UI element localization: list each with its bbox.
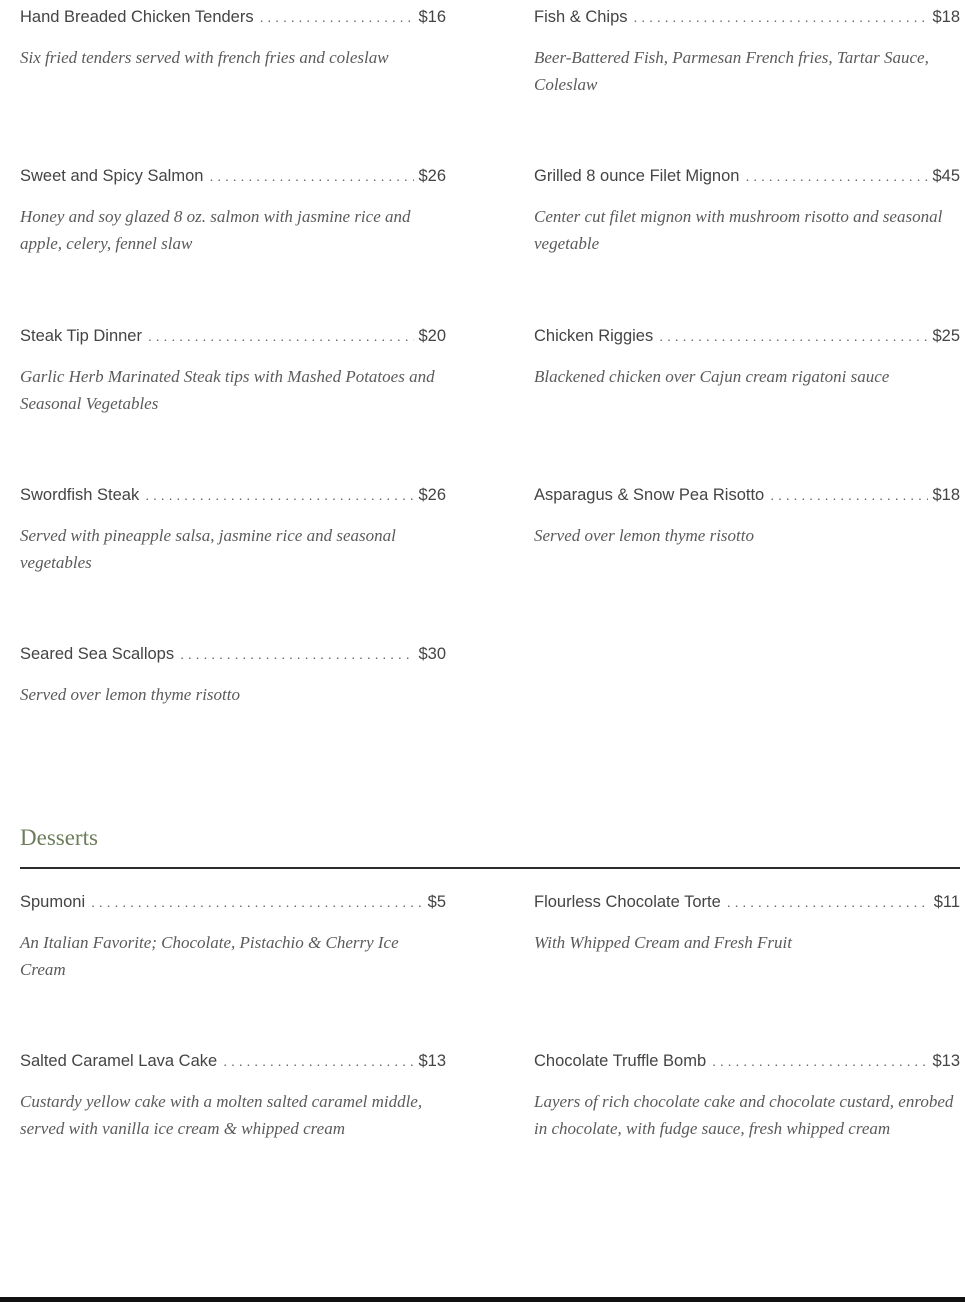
item-price: $45 xyxy=(932,167,960,185)
item-description: Center cut filet mignon with mushroom risotto and seasonal vegetable xyxy=(534,207,943,253)
dot-leader xyxy=(148,326,414,346)
menu-item xyxy=(534,892,960,956)
item-name: Spumoni xyxy=(20,893,86,911)
item-name: Asparagus & Snow Pea Risotto xyxy=(534,486,765,504)
menu-item xyxy=(534,166,960,257)
item-price: $18 xyxy=(932,486,960,504)
item-description: Six fried tenders served with french fries and coleslaw xyxy=(20,48,389,67)
dot-leader xyxy=(727,892,930,912)
item-description: Served with pineapple salsa, jasmine rice and seasonal vegetables xyxy=(20,526,396,572)
item-name: Grilled 8 ounce Filet Mignon xyxy=(534,167,740,185)
item-price: $13 xyxy=(932,1052,960,1070)
item-price: $26 xyxy=(418,167,446,185)
item-price: $5 xyxy=(427,893,446,911)
dot-leader xyxy=(91,892,424,912)
item-price: $13 xyxy=(418,1052,446,1070)
menu-item-header xyxy=(534,7,960,27)
item-price: $18 xyxy=(932,8,960,26)
item-description: Garlic Herb Marinated Steak tips with Mashed Potatoes and Seasonal Vegetables xyxy=(20,367,435,413)
item-name: Steak Tip Dinner xyxy=(20,327,142,345)
item-price: $25 xyxy=(932,327,960,345)
menu-item xyxy=(534,326,960,390)
item-name: Fish & Chips xyxy=(534,8,628,26)
menu-item xyxy=(20,644,446,708)
dot-leader xyxy=(260,7,415,27)
item-name: Sweet and Spicy Salmon xyxy=(20,167,204,185)
dot-leader xyxy=(634,7,929,27)
dot-leader xyxy=(180,644,414,664)
dot-leader xyxy=(712,1051,928,1071)
item-price: $16 xyxy=(418,8,446,26)
item-name: Chocolate Truffle Bomb xyxy=(534,1052,707,1070)
item-description: Served over lemon thyme risotto xyxy=(20,685,240,704)
dot-leader xyxy=(223,1051,414,1071)
item-name: Flourless Chocolate Torte xyxy=(534,893,721,911)
dot-leader xyxy=(770,485,928,505)
item-name: Hand Breaded Chicken Tenders xyxy=(20,8,254,26)
menu-item-header xyxy=(534,1051,960,1071)
menu-item-header xyxy=(20,892,446,912)
section-title-desserts: Desserts xyxy=(20,825,98,850)
item-description: Layers of rich chocolate cake and chocolate custard, enrobed in chocolate, with fudge sauce, fresh whipped cream xyxy=(534,1092,954,1138)
item-description: With Whipped Cream and Fresh Fruit xyxy=(534,933,792,952)
menu-item xyxy=(20,166,446,257)
item-price: $20 xyxy=(418,327,446,345)
dot-leader xyxy=(745,166,928,186)
item-description: An Italian Favorite; Chocolate, Pistachio & Cherry Ice Cream xyxy=(20,933,399,979)
menu-item-header xyxy=(534,166,960,186)
menu-item xyxy=(534,1051,960,1142)
menu-item-header xyxy=(20,1051,446,1071)
menu-item-header xyxy=(534,485,960,505)
dot-leader xyxy=(145,485,414,505)
menu-item-header xyxy=(20,166,446,186)
item-description: Served over lemon thyme risotto xyxy=(534,526,754,545)
menu-item-header xyxy=(20,326,446,346)
item-price: $11 xyxy=(933,893,960,911)
item-name: Swordfish Steak xyxy=(20,486,140,504)
menu-item xyxy=(20,7,446,71)
item-description: Beer-Battered Fish, Parmesan French fries, Tartar Sauce, Coleslaw xyxy=(534,48,929,94)
dot-leader xyxy=(659,326,928,346)
item-price: $26 xyxy=(418,486,446,504)
menu-item-header xyxy=(20,485,446,505)
item-price: $30 xyxy=(418,645,446,663)
section-divider xyxy=(20,867,960,869)
item-description: Custardy yellow cake with a molten salted caramel middle, served with vanilla ice cream & whipped cream xyxy=(20,1092,423,1138)
item-description: Blackened chicken over Cajun cream rigatoni sauce xyxy=(534,367,890,386)
menu-item xyxy=(534,7,960,98)
menu-item-header xyxy=(20,644,446,664)
dot-leader xyxy=(209,166,414,186)
menu-item xyxy=(20,326,446,417)
item-name: Chicken Riggies xyxy=(534,327,654,345)
menu-item xyxy=(20,1051,446,1142)
item-name: Seared Sea Scallops xyxy=(20,645,175,663)
menu-item-header xyxy=(20,7,446,27)
item-name: Salted Caramel Lava Cake xyxy=(20,1052,218,1070)
bottom-border-bar xyxy=(0,1297,965,1302)
menu-item-header xyxy=(534,892,960,912)
item-description: Honey and soy glazed 8 oz. salmon with jasmine rice and apple, celery, fennel slaw xyxy=(20,207,411,253)
menu-item xyxy=(20,892,446,983)
menu-item xyxy=(20,485,446,576)
menu-item-header xyxy=(534,326,960,346)
menu-item xyxy=(534,485,960,549)
